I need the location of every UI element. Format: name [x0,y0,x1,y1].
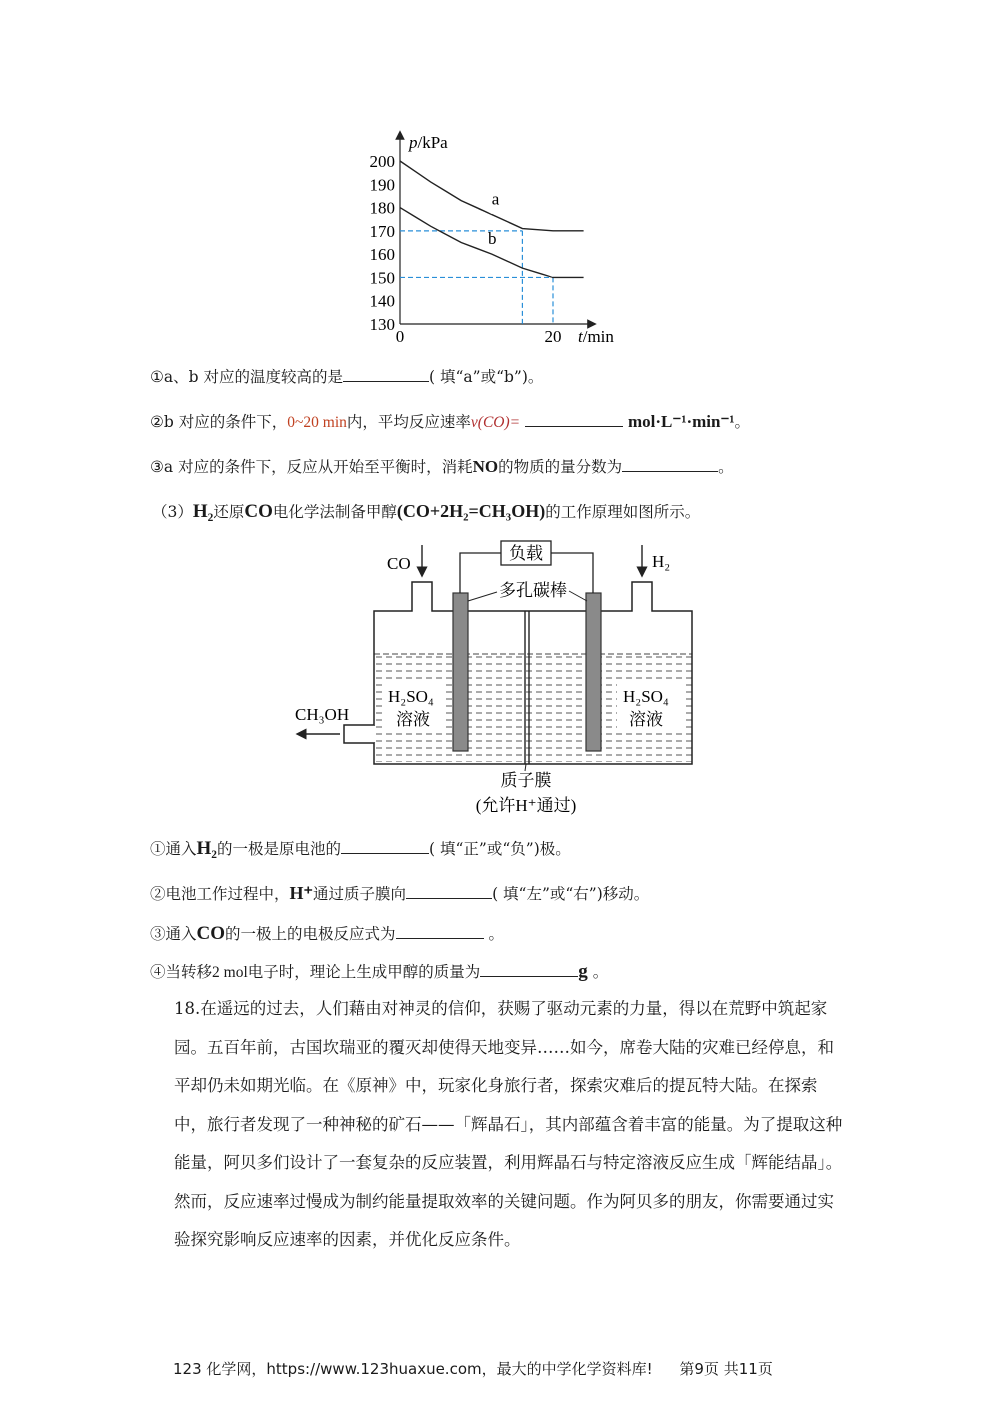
question-text: a 对应的条件下，反应从开始至平衡时，消耗 [163,458,473,476]
page-footer [173,1358,773,1379]
period: 。 [592,963,609,981]
y-tick-label: 190 [369,175,395,195]
question-text: 电池工作过程中， [165,885,290,903]
question-3-1 [150,837,571,860]
y-tick-label: 140 [369,291,395,311]
series-label-b: b [487,229,497,249]
y-tick-label: 130 [369,315,395,334]
rate-symbol: v(CO)= [470,414,521,431]
membrane-note: (允许H⁺通过) [475,796,577,815]
formula-no: NO [472,457,499,476]
answer-blank[interactable] [525,412,623,427]
section-text: 还原 [213,503,245,521]
item-number: ① [150,840,166,858]
right-solution-label: 溶液 [629,710,663,729]
y-tick-label: 150 [369,268,395,288]
pressure-time-chart [355,125,645,350]
item-number: ② [150,413,164,431]
co-inlet-label: CO [387,554,411,573]
x-tick-label: 0 [395,327,405,346]
fuel-cell-diagram [285,535,705,820]
formula-h2: H₂ [196,838,218,859]
question-text: 通入 [165,925,197,943]
reaction-equation: (CO+2H₂=CH₃OH) [396,501,546,521]
outlet-tube [344,725,374,743]
left-carbon-electrode [453,593,468,751]
answer-blank[interactable] [341,839,429,854]
x-tick-label: 20 [544,327,562,346]
item-number: ③ [150,458,164,476]
item-number: ④ [150,963,166,981]
section-text: 电化学法制备甲醇 [272,503,397,521]
section-text: 的工作原理如图所示。 [545,503,701,521]
y-tick-label: 170 [369,221,395,241]
question-3-3 [150,922,504,945]
unit-g: g [578,961,588,982]
question-text: 电子时，理论上生成甲醇的质量为 [247,963,481,981]
question-hint: ( 填“a”或“b”)。 [429,368,544,386]
question-text: 通入 [165,840,197,858]
formula-co: CO [244,501,273,522]
left-solution-formula: H₂SO₄ [388,687,434,706]
question-3-4 [150,960,608,983]
item-number: ② [150,885,166,903]
answer-blank[interactable] [343,367,429,382]
h2-inlet-label: H₂ [652,552,671,571]
question-hint: ( 填“正”或“负”)极。 [429,840,571,858]
y-tick-label: 180 [369,198,395,218]
y-axis-label: p/kPa [409,133,448,152]
period: 。 [734,413,751,431]
time-range: 0~20 min [287,414,347,431]
section-3-heading [152,500,700,523]
answer-blank[interactable] [406,884,492,899]
question-hint: ( 填“左”或“右”)移动。 [492,885,650,903]
x-axis-label: t/min [578,327,614,346]
question-text: 内，平均反应速率 [346,413,471,431]
formula-h-ion: H⁺ [289,883,314,903]
question-2-2 [150,410,750,432]
electrode-label: 多孔碳棒 [499,581,567,600]
series-label-a: a [491,189,500,209]
mole-amount: 2 mol [212,964,248,981]
load-label: 负载 [509,544,543,563]
formula-co: CO [196,923,226,944]
right-solution-formula: H₂SO₄ [623,687,669,706]
outlet-label: CH₃OH [295,705,350,724]
membrane-label: 质子膜 [500,771,552,790]
question-text: 的一极是原电池的 [217,840,342,858]
rate-unit: mol·L⁻¹·min⁻¹ [627,412,735,431]
question-text: 通过质子膜向 [313,885,407,903]
question-text: b 对应的条件下， [163,413,288,431]
page-number: 第9页 共11页 [679,1360,773,1378]
question-text: 当转移 [165,963,213,981]
question-text: a、b 对应的温度较高的是 [163,368,343,386]
answer-blank[interactable] [480,962,578,977]
question-2-3 [150,455,734,477]
answer-blank[interactable] [396,924,484,939]
question-3-2 [150,882,649,904]
period: 。 [718,458,734,476]
item-number: ① [150,368,164,386]
right-carbon-electrode [586,593,601,751]
section-number: （3） [152,503,193,521]
item-number: ③ [150,925,166,943]
y-tick-label: 160 [369,245,395,265]
answer-blank[interactable] [622,457,718,472]
question-18-text: 18.在遥远的过去，人们藉由对神灵的信仰，获赐了驱动元素的力量，得以在荒野中筑起家园。五百年前，古国坎瑞亚的覆灭却使得天地变异……如今，席卷大陆的灾难已经停息，和平却仍未如期光临。在《原神》中，玩家化身旅行者，探索灾难后的提瓦特大陆。在探索中，旅行者发现了一种神秘的矿石——「辉晶石」，其内部蕴含着丰富的能量。为了提取这种能量，阿贝多们设计了一套复杂的反应装置，利用辉晶石与特定溶液反应生成「辉能结晶」。然而，反应速率过慢成为制约能量提取效率的关键问题。作为阿贝多的朋友，你需要通过实验探究影响反应速率的因素，并优化反应条件。 [174,999,843,1249]
left-solution-label: 溶液 [396,710,430,729]
question-2-1 [150,365,543,387]
y-tick-label: 200 [369,152,395,171]
question-text: 的一极上的电极反应式为 [225,925,396,943]
period: 。 [488,925,504,943]
question-text: 的物质的量分数为 [498,458,623,476]
footer-source: 123 化学网，https://www.123huaxue.com，最大的中学化学资料库! [173,1360,653,1378]
formula-h2: H₂ [192,501,214,522]
